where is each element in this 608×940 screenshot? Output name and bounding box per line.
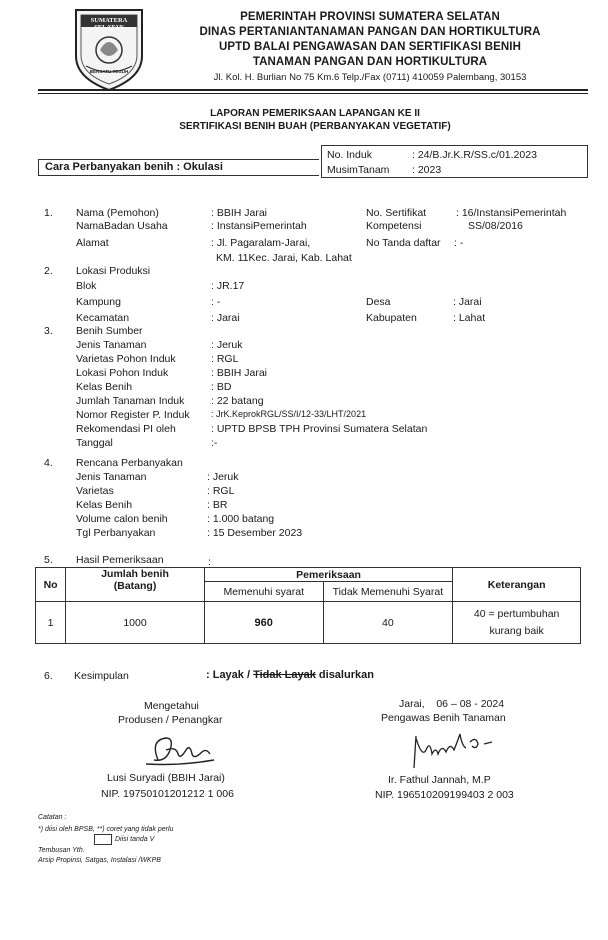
s4-row xyxy=(76,485,476,499)
th-jumlah-1: Jumlah benih xyxy=(101,568,169,580)
td-ket-2: kurang baik xyxy=(489,625,544,637)
s2-kec-value: : Jarai xyxy=(211,312,240,324)
s6-disalurkan: disalurkan xyxy=(315,669,374,681)
s5-title: Hasil Pemeriksaan xyxy=(76,554,164,566)
cara-box xyxy=(38,159,319,176)
notes-arsip: Arsip Propinsi, Satgas, Instalasi /WKPB xyxy=(38,857,161,864)
s4-row-label: Volume calon benih xyxy=(76,513,168,525)
td-tidak: 40 xyxy=(323,602,453,644)
report-title-2: SERTIFIKASI BENIH BUAH (PERBANYAKAN VEGETATIF) xyxy=(179,121,451,132)
s3-list xyxy=(76,339,476,451)
s4-row-value: : 1.000 batang xyxy=(207,513,275,525)
sign-right-l2: Pengawas Benih Tanaman xyxy=(381,712,506,724)
s1-komp-value: SS/08/2016 xyxy=(468,220,523,232)
s2-kab-value: : Lahat xyxy=(453,312,486,324)
s4-row xyxy=(76,513,476,527)
header-line-1: PEMERINTAH PROVINSI SUMATERA SELATAN xyxy=(240,11,500,23)
s6-label: Kesimpulan xyxy=(74,670,129,682)
s1-daftar-label: No Tanda daftar xyxy=(366,237,441,249)
s3-row xyxy=(76,395,476,409)
s2-blok-label: Blok xyxy=(76,280,97,292)
induk-no-label: No. Induk xyxy=(327,149,372,161)
s4-row-label: Tgl Perbanyakan xyxy=(76,527,156,539)
notes-line-2: Diisi tanda V xyxy=(115,836,155,843)
s3-row-label: Jumlah Tanaman Induk xyxy=(76,395,185,407)
s3-row-value: : RGL xyxy=(211,353,239,365)
td-memenuhi: 960 xyxy=(204,602,323,644)
header-line-4: TANAMAN PANGAN DAN HORTIKULTURA xyxy=(252,56,488,68)
s3-row xyxy=(76,409,476,423)
report-title-1: LAPORAN PEMERIKSAAN LAPANGAN KE II xyxy=(210,108,420,119)
s3-row xyxy=(76,339,476,353)
s3-row-label: Tanggal xyxy=(76,437,113,449)
s3-num: 3. xyxy=(44,325,53,337)
s6-num: 6. xyxy=(44,670,53,682)
s3-row xyxy=(76,353,476,367)
induk-no-value: : 24/B.Jr.K.R/SS.c/01.2023 xyxy=(412,149,537,161)
s2-title: Lokasi Produksi xyxy=(76,265,151,277)
s4-row-value: : 15 Desember 2023 xyxy=(207,527,303,539)
s3-row xyxy=(76,437,476,451)
s6-kesimpulan xyxy=(206,669,374,681)
sign-left-name: Lusi Suryadi (BBIH Jarai) xyxy=(107,772,225,784)
s4-row-value: : BR xyxy=(207,499,228,511)
td-jumlah: 1000 xyxy=(66,602,205,644)
th-jumlah-2: (Batang) xyxy=(113,580,157,592)
s4-row xyxy=(76,499,476,513)
s1-daftar-value: : - xyxy=(454,237,464,249)
s2-desa-value: : Jarai xyxy=(453,296,482,308)
s3-row-value: : BD xyxy=(211,381,232,393)
s3-row-value: : UPTD BPSB TPH Provinsi Sumatera Selatan xyxy=(211,423,428,435)
s1-num: 1. xyxy=(44,207,53,219)
s2-kampung-label: Kampung xyxy=(76,296,121,308)
sign-left-l1: Mengetahui xyxy=(144,700,199,712)
s1-alamat-value: : Jl. Pagaralam-Jarai, xyxy=(211,237,311,249)
s1-badan-value: : InstansiPemerintah xyxy=(211,220,307,232)
td-no: 1 xyxy=(36,602,66,644)
s3-row-value: : 22 batang xyxy=(211,395,264,407)
s4-row-value: : Jeruk xyxy=(207,471,239,483)
s6-tidak-layak: Tidak Layak xyxy=(253,669,316,681)
s3-row-label: Jenis Tanaman xyxy=(76,339,147,351)
s2-num: 2. xyxy=(44,265,53,277)
s3-row-value: : JrK.KeprokRGL/SS/I/12-33/LHT/2021 xyxy=(211,409,367,419)
sign-left-nip: NIP. 19750101201212 1 006 xyxy=(101,788,234,800)
s4-list xyxy=(76,471,476,541)
sign-right-name: Ir. Fathul Jannah, M.P xyxy=(388,774,491,786)
s3-row xyxy=(76,381,476,395)
s4-row xyxy=(76,527,476,541)
th-no: No xyxy=(36,568,66,602)
notes-line-1: *) diisi oleh BPSB, **) coret yang tidak perlu xyxy=(38,826,174,833)
results-table xyxy=(35,567,581,644)
s3-row-label: Kelas Benih xyxy=(76,381,133,393)
sign-right-date: Jarai, 06 – 08 - 2024 xyxy=(399,698,505,710)
s4-row-value: : RGL xyxy=(207,485,235,497)
th-jumlah xyxy=(66,568,205,602)
th-memenuhi: Memenuhi syarat xyxy=(204,582,323,602)
cara-label: Cara Perbanyakan benih : Okulasi xyxy=(45,161,223,173)
s3-row-label: Lokasi Pohon Induk xyxy=(76,367,169,379)
notes-tembusan: Tembusan Yth. xyxy=(38,847,85,854)
header-address: Jl. Kol. H. Burlian No 75 Km.6 Telp./Fax (0711) 410059 Palembang, 30153 xyxy=(213,72,527,83)
s2-desa-label: Desa xyxy=(366,296,391,308)
s1-nama-label: Nama (Pemohon) xyxy=(76,207,159,219)
s2-kec-label: Kecamatan xyxy=(76,312,130,324)
sign-right-nip: NIP. 196510209199403 2 003 xyxy=(375,789,514,801)
s6-layak: : Layak / xyxy=(206,669,254,681)
s4-row xyxy=(76,471,476,485)
logo-text-top: SUMATERA SELATAN xyxy=(90,17,128,31)
header-line-2: DINAS PERTANIANTANAMAN PANGAN DAN HORTIKULTURA xyxy=(199,26,541,38)
s1-komp-label: Kompetensi xyxy=(366,220,422,232)
s3-row-value: : BBIH Jarai xyxy=(211,367,268,379)
s1-sert-label: No. Sertifikat xyxy=(366,207,427,219)
s3-row-value: : Jeruk xyxy=(211,339,243,351)
s3-row xyxy=(76,367,476,381)
musim-value: : 2023 xyxy=(412,164,442,176)
sign-left-l2: Produsen / Penangkar xyxy=(118,714,223,726)
s3-row-label: Varietas Pohon Induk xyxy=(76,353,176,365)
th-tidak: Tidak Memenuhi Syarat xyxy=(323,582,453,602)
s1-sert-value: : 16/InstansiPemerintah xyxy=(456,207,567,219)
s3-title: Benih Sumber xyxy=(76,325,143,337)
signature-left xyxy=(140,730,220,770)
header-line-3: UPTD BALAI PENGAWASAN DAN SERTIFIKASI BENIH xyxy=(218,41,522,53)
s3-row-label: Rekomendasi PI oleh xyxy=(76,423,176,435)
notes-catatan: Catatan : xyxy=(38,814,67,821)
s1-nama-value: : BBIH Jarai xyxy=(211,207,268,219)
s2-kampung-value: : - xyxy=(211,296,221,308)
s1-alamat-label: Alamat xyxy=(76,237,109,249)
logo-text-bottom: BERSATU TEGUH xyxy=(89,69,129,74)
s5-colon: : xyxy=(208,556,211,568)
s1-alamat-value-2: KM. 11Kec. Jarai, Kab. Lahat xyxy=(216,252,352,264)
s2-kab-label: Kabupaten xyxy=(366,312,417,324)
header-rule-thin xyxy=(38,93,588,94)
s3-row-value: :- xyxy=(211,437,218,449)
td-ket-1: 40 = pertumbuhan xyxy=(473,608,560,620)
s3-row-label: Nomor Register P. Induk xyxy=(76,409,190,421)
s2-blok-value: : JR.17 xyxy=(211,280,245,292)
th-keterangan: Keterangan xyxy=(453,568,581,602)
notes-checkbox xyxy=(94,834,112,845)
s4-title: Rencana Perbanyakan xyxy=(76,457,183,469)
s4-row-label: Varietas xyxy=(76,485,114,497)
header-rule xyxy=(38,89,588,91)
s5-num: 5. xyxy=(44,554,53,566)
signature-right xyxy=(400,728,500,774)
s4-row-label: Jenis Tanaman xyxy=(76,471,147,483)
s4-row-label: Kelas Benih xyxy=(76,499,133,511)
s4-num: 4. xyxy=(44,457,53,469)
th-pemeriksaan: Pemeriksaan xyxy=(204,568,452,582)
td-keterangan xyxy=(453,602,581,644)
s3-row xyxy=(76,423,476,437)
musim-label: MusimTanam xyxy=(327,164,390,176)
s1-badan-label: NamaBadan Usaha xyxy=(76,220,168,232)
